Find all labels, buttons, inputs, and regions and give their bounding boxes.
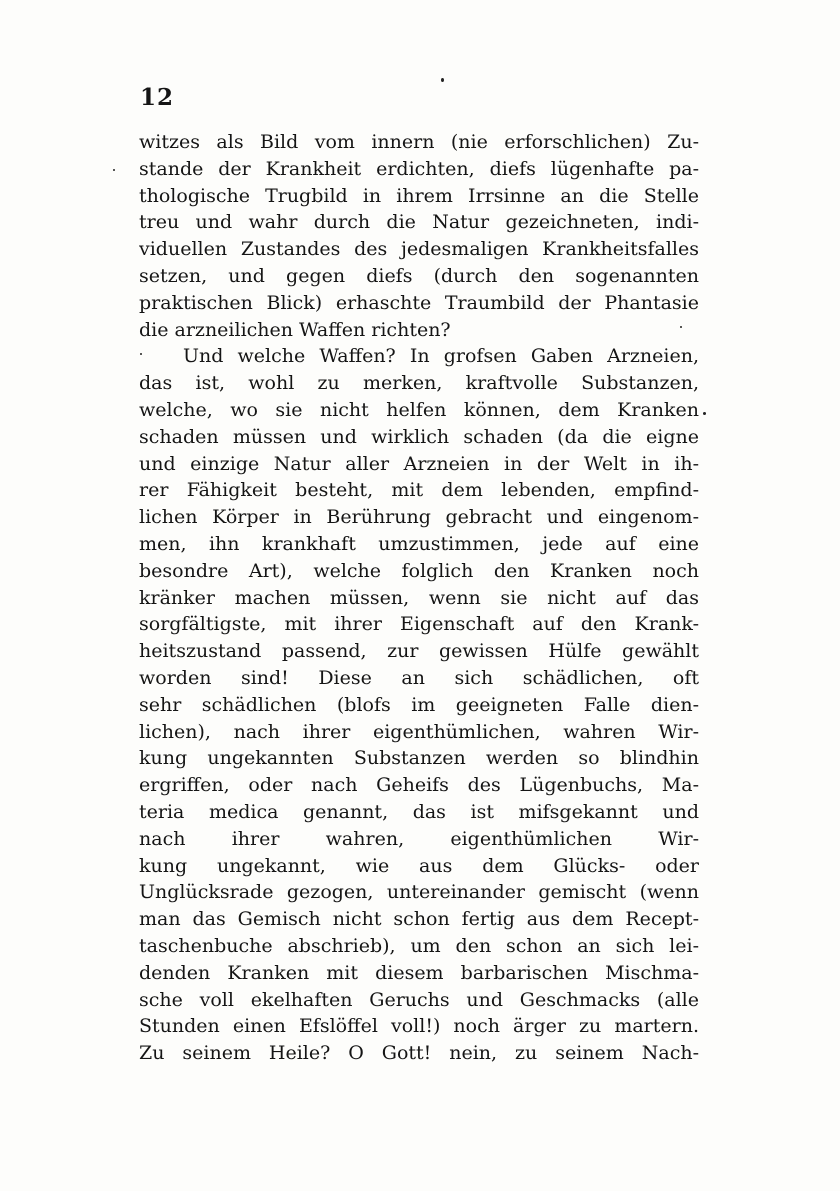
text-line: nach ihrer wahren, eigenthümlichen Wir- [139,827,699,850]
text-line: schaden müssen und wirklich schaden (da die eigne [139,425,699,448]
text-line: worden sind! Diese an sich schädlichen, oft [139,666,699,689]
text-line: men, ihn krankhaft umzustimmen, jede auf eine [139,532,699,555]
text-line: witzes als Bild vom innern (nie erforschlichen) Zu- [139,131,699,153]
text-line: praktischen Blick) erhaschte Traumbild der Phantasie [139,291,699,314]
text-line: sche voll ekelhaften Geruchs und Geschmacks (alle [139,988,699,1011]
text-line: Unglücksrade gezogen, untereinander gemischt (wenn [139,881,699,904]
page-number: 12 [140,84,175,111]
body-text [139,129,699,1067]
text-line: kung ungekannten Substanzen werden so blindhin [139,747,699,770]
text-line: viduellen Zustandes des jedesmaligen Krankheitsfalles [139,238,699,261]
text-line: besondre Art), welche folglich den Kranken noch [139,559,699,582]
ink-speck [140,353,142,355]
ink-speck [703,412,706,415]
text-line: und einzige Natur aller Arzneien in der Welt in ih- [139,452,699,475]
text-line: welche, wo sie nicht helfen können, dem Kranken [139,398,699,421]
text-line: stande der Krankheit erdichten, diefs lügenhafte pa- [139,157,699,180]
text-line: sorgfältigste, mit ihrer Eigenschaft auf den Krank- [139,613,699,636]
text-line: Stunden einen Efslöffel voll!) noch ärger zu martern. [139,1015,699,1038]
ink-speck [113,169,115,171]
text-line: denden Kranken mit diesem barbarischen Mischma- [139,961,699,984]
text-line: das ist, wohl zu merken, kraftvolle Substanzen, [139,372,699,395]
text-line: ergriffen, oder nach Geheifs des Lügenbuchs, Ma- [139,774,699,797]
ink-speck [680,326,682,328]
text-line: lichen Körper in Berührung gebracht und eingenom- [139,506,699,529]
text-line: Zu seinem Heile? O Gott! nein, zu seinem Nach- [139,1042,699,1065]
text-line: treu und wahr durch die Natur gezeichneten, indi- [139,211,699,234]
text-line: setzen, und gegen diefs (durch den sogenannten [139,264,699,287]
text-line: teria medica genannt, das ist mifsgekannt und [139,800,699,823]
text-line: heitszustand passend, zur gewissen Hülfe gewählt [139,640,699,663]
text-line: man das Gemisch nicht schon fertig aus dem Recept- [139,908,699,931]
text-line-paragraph-start: Und welche Waffen? In grofsen Gaben Arzneien, [183,345,699,368]
text-line: thologische Trugbild in ihrem Irrsinne an die Stelle [139,184,699,207]
text-line: kung ungekannt, wie aus dem Glücks- oder [139,854,699,877]
ink-speck [441,78,444,82]
text-line: taschenbuche abschrieb), um den schon an sich lei- [139,934,699,957]
text-line: die arzneilichen Waffen richten? [139,318,451,341]
text-line: rer Fähigkeit besteht, mit dem lebenden, empfind- [139,479,699,502]
text-line: lichen), nach ihrer eigenthümlichen, wahren Wir- [139,720,699,743]
text-line: kränker machen müssen, wenn sie nicht auf das [139,586,699,609]
text-line: sehr schädlichen (blofs im geeigneten Falle dien- [139,693,699,716]
